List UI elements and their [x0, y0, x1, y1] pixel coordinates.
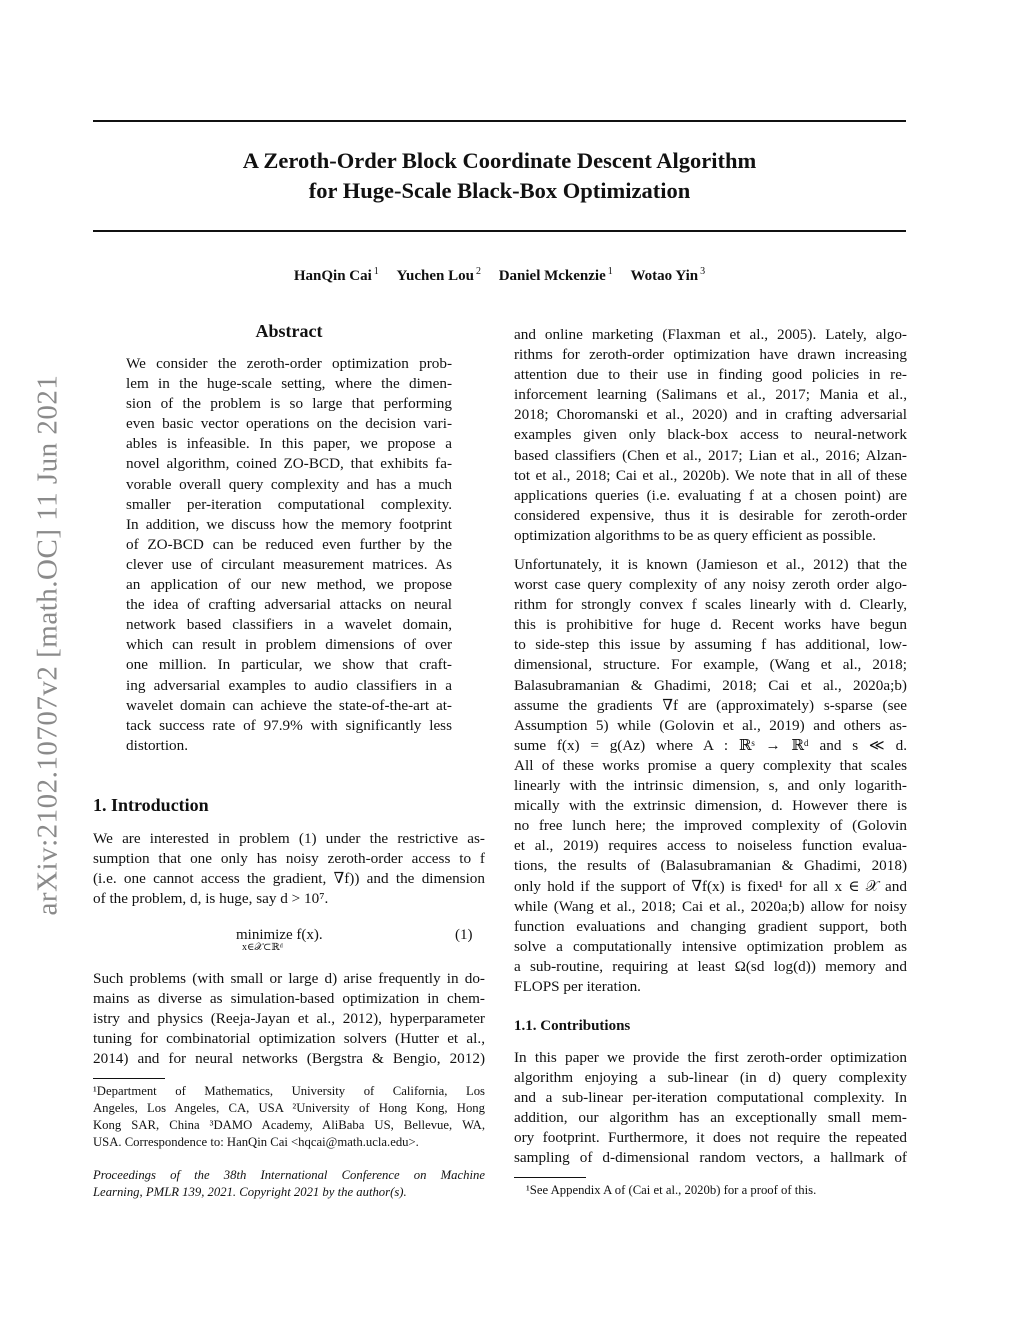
right-line: rithms for zeroth-order optimization have drawn increasing: [514, 346, 907, 364]
right-paragraph-3: [514, 1048, 907, 1169]
right-line: Unfortunately, it is known (Jamieson et al., 2012) that the: [514, 556, 907, 573]
title-bottom-rule: [93, 230, 906, 232]
intro-paragraph-2: [93, 969, 485, 1069]
right-line: sume f(x) = g(Az) where A : ℝˢ → ℝᵈ and s ≪ d.: [514, 736, 907, 754]
abstract-line: even basic vector operations on the decision vari-: [126, 415, 452, 433]
footnote-line: USA. Correspondence to: HanQin Cai <hqcai@math.ucla.edu>.: [93, 1135, 419, 1149]
author-list: [93, 266, 906, 285]
title-line-2: for Huge-Scale Black-Box Optimization: [308, 178, 691, 203]
right-line: addition, our algorithm has an exceptionally small mem-: [514, 1109, 907, 1127]
abstract-line: vorable overall query complexity and has a much: [126, 475, 452, 493]
right-line: FLOPS per iteration.: [514, 977, 641, 995]
intro-paragraph-1: [93, 829, 485, 909]
abstract-heading: Abstract: [255, 321, 323, 341]
right-line: dimensional, structure. For example, (Wang et al., 2018;: [514, 656, 907, 674]
proceedings-note: [93, 1167, 485, 1201]
abstract-line: lem in the huge-scale setting, where the dimen-: [126, 375, 452, 393]
equation-subscript: x∈𝒳⊂ℝᵈ: [242, 942, 283, 953]
abstract-line: an application of our new method, we propose: [126, 576, 452, 594]
title-line-1: A Zeroth-Order Block Coordinate Descent Algorithm: [242, 148, 757, 173]
right-line: only hold if the support of ∇f(x) is fixed¹ for all x ∈ 𝒳 and: [514, 877, 907, 895]
right-line: Assumption 5) while (Golovin et al., 2019) and others as-: [514, 716, 907, 734]
abstract-line: the idea of crafting adversarial attacks on neural: [126, 596, 452, 614]
author-affiliation: 1: [607, 266, 613, 277]
intro-heading: 1. Introduction: [93, 795, 209, 815]
abstract-line: tack success rate of 97.9% with significantly less: [126, 716, 452, 734]
right-line: inforcement learning (Salimans et al., 2017; Mania et al.,: [514, 386, 907, 404]
right-line: function evaluations and changing gradient support, both: [514, 917, 907, 935]
abstract-line: ing adversarial examples to audio classifiers in a: [126, 676, 452, 694]
intro-line: mains as diverse as simulation-based optimization in chem-: [93, 990, 485, 1008]
author: [397, 268, 481, 284]
author: [294, 268, 379, 284]
equation-1: [236, 927, 323, 953]
abstract-body: [126, 354, 452, 756]
footnote-line: Angeles, Los Angeles, CA, USA ²University of Hong Kong, Hong: [93, 1101, 485, 1115]
intro-line: Such problems (with small or large d) arise frequently in do-: [93, 970, 485, 987]
abstract-line: clever use of circulant measurement matrices. As: [126, 555, 452, 573]
right-line: tot et al., 2018; Cai et al., 2020b). We note that in all of these: [514, 466, 907, 484]
right-line: no free lunch here; the improved complexity of (Golovin: [514, 817, 907, 835]
right-line: considered expensive, thus it is desirable for zeroth-order: [514, 506, 907, 524]
intro-line: sumption that one only has noisy zeroth-order access to f: [93, 850, 485, 868]
footnote-1: ¹See Appendix A of (Cai et al., 2020b) for a proof of this.: [526, 1183, 817, 1197]
paper-title: [93, 146, 906, 206]
right-line: Balasubramanian & Ghadimi, 2018; Cai et al., 2020a;b): [514, 676, 907, 694]
intro-line: tuning for combinatorial optimization solvers (Hutter et al.,: [93, 1030, 485, 1048]
author-name: Daniel Mckenzie: [498, 268, 606, 284]
right-line: and a sub-linear per-iteration computational complexity. In: [514, 1089, 907, 1107]
author-name: Yuchen Lou: [396, 268, 474, 284]
right-line: applications queries (i.e. evaluating f at a chosen point) are: [514, 486, 907, 504]
intro-line: istry and physics (Reeja-Jayan et al., 2012), hyperparameter: [93, 1010, 485, 1028]
right-line: optimization algorithms to be as query efficient as possible.: [514, 526, 877, 544]
abstract-line: ables is infeasible. In this paper, we propose a: [126, 435, 452, 453]
right-line: based classifiers (Chen et al., 2017; Lian et al., 2016; Alzan-: [514, 446, 907, 464]
right-paragraph-1: [514, 325, 907, 546]
abstract-line: novel algorithm, coined ZO-BCD, that exhibits fa-: [126, 455, 452, 473]
right-line: solve a computationally intensive optimization problem as: [514, 937, 907, 955]
author: [499, 268, 613, 284]
affiliation-footnote: [93, 1083, 485, 1151]
right-line: assume the gradients ∇f are (approximately) s-sparse (see: [514, 696, 907, 714]
right-line: All of these works promise a query complexity that scales: [514, 756, 907, 774]
intro-line: of the problem, d, is huge, say d > 10⁷.: [93, 890, 329, 908]
footnote-rule-left: [93, 1078, 165, 1079]
right-line: worst case query complexity of any noisy zeroth order algo-: [514, 576, 907, 594]
right-line: and online marketing (Flaxman et al., 2005). Lately, algo-: [514, 326, 907, 343]
right-line: linearly with the intrinsic dimension, s, and only logarith-: [514, 777, 907, 795]
right-line: while (Wang et al., 2018; Cai et al., 2020a;b) allow for noisy: [514, 897, 907, 915]
author-name: Wotao Yin: [630, 268, 699, 284]
proceedings-line: Learning, PMLR 139, 2021. Copyright 2021 by the author(s).: [93, 1185, 407, 1199]
right-line: In this paper we provide the first zeroth-order optimization: [514, 1049, 907, 1066]
intro-line: (i.e. one cannot access the gradient, ∇f)) and the dimension: [93, 870, 485, 888]
right-line: rithm for strongly convex f scales linearly with d. Clearly,: [514, 596, 907, 614]
right-line: et al., 2019) requires access to noiseless function evalua-: [514, 837, 907, 855]
right-line: attention due to their use in finding good policies in re-: [514, 366, 907, 384]
footnote-line: Kong SAR, China ³DAMO Academy, AliBaba US, Bellevue, WA,: [93, 1118, 485, 1132]
intro-line: We are interested in problem (1) under the restrictive as-: [93, 830, 485, 847]
right-line: a sub-routine, requiring at least Ω(sd log(d)) memory and: [514, 957, 907, 975]
contributions-heading: 1.1. Contributions: [514, 1018, 631, 1034]
abstract-line: In addition, we discuss how the memory footprint: [126, 515, 452, 533]
author-affiliation: 1: [373, 266, 379, 277]
right-line: 2018; Choromanski et al., 2020) and in crafting adversarial: [514, 406, 907, 424]
intro-line: 2014) and for neural networks (Bergstra & Bengio, 2012): [93, 1050, 485, 1068]
author: [631, 268, 706, 284]
right-line: ory footprint. Furthermore, it does not require the repeated: [514, 1129, 907, 1147]
abstract-line: smaller per-iteration computational complexity.: [126, 495, 452, 513]
right-paragraph-2: [514, 555, 907, 997]
abstract-line: We consider the zeroth-order optimization prob-: [126, 355, 452, 372]
abstract-line: of ZO-BCD can be reduced even further by the: [126, 535, 452, 553]
footnote-line: ¹Department of Mathematics, University of California, Los: [93, 1084, 485, 1098]
right-line: to side-step this issue by assuming f has additional, low-: [514, 636, 907, 654]
abstract-line: wavelet domain can achieve the state-of-the-art at-: [126, 696, 452, 714]
footnote-rule-right: [514, 1177, 586, 1178]
right-line: sampling of d-dimensional random vectors, a hallmark of: [514, 1149, 907, 1167]
right-line: tions, the results of (Balasubramanian & Ghadimi, 2018): [514, 857, 907, 875]
equation-number: (1): [455, 927, 473, 943]
abstract-line: one million. In particular, we show that craft-: [126, 656, 452, 674]
abstract-line: distortion.: [126, 736, 189, 754]
author-affiliation: 2: [475, 266, 481, 277]
abstract-line: which can result in problem dimensions of over: [126, 636, 452, 654]
arxiv-side-label: arXiv:2102.10707v2 [math.OC] 11 Jun 2021: [31, 374, 64, 916]
equation-body: minimize f(x).: [236, 927, 323, 943]
title-top-rule: [93, 120, 906, 122]
abstract-line: network based classifiers in a wavelet domain,: [126, 616, 452, 634]
right-line: mically with the extrinsic dimension, d. However there is: [514, 797, 907, 815]
right-line: this is prohibitive for huge d. Recent works have begun: [514, 616, 907, 634]
proceedings-line: Proceedings of the 38th International Conference on Machine: [93, 1168, 485, 1182]
right-line: examples given only black-box access to neural-network: [514, 426, 907, 444]
author-affiliation: 3: [700, 266, 706, 277]
author-name: HanQin Cai: [293, 268, 372, 284]
right-line: algorithm enjoying a sub-linear (in d) query complexity: [514, 1069, 907, 1087]
abstract-line: sion of the problem is so large that performing: [126, 395, 452, 413]
